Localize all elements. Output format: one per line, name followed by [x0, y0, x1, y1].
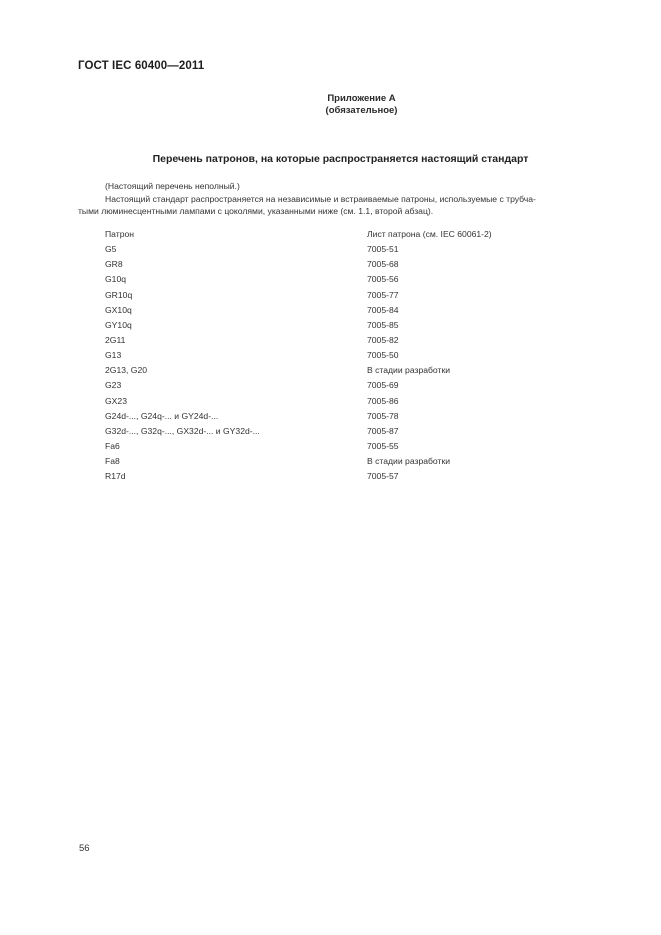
table-row — [105, 363, 585, 378]
table-row — [105, 288, 585, 303]
column-header-sheet: Лист патрона (см. IEC 60061-2) — [367, 229, 492, 239]
lampholder-cell: G10q — [105, 274, 127, 285]
lampholder-cell: 2G11 — [105, 334, 126, 345]
sheet-cell: 7005-82 — [367, 334, 399, 345]
lampholder-cell: 2G13, G20 — [105, 365, 148, 376]
sheet-cell: 7005-56 — [367, 274, 399, 285]
lampholder-cell: GX10q — [105, 304, 132, 315]
lampholder-cell: GX23 — [105, 395, 127, 406]
section-heading: Перечень патронов, на которые распространяется настоящий стандарт — [152, 153, 529, 165]
lampholder-cell: G5 — [105, 244, 117, 255]
sheet-cell: 7005-57 — [367, 471, 399, 482]
table-row — [105, 348, 585, 363]
lampholder-cell: G23 — [105, 380, 122, 391]
intro-paragraph: Настоящий стандарт распространяется на независимые и встраиваемые патроны, используемые с трубча- тыми люминесцентными лампами с цоколями, указанными ниже (см. 1.1, второй абзац). — [78, 193, 536, 216]
lampholder-cell: GR10q — [105, 289, 133, 300]
intro-note: (Настоящий перечень неполный.) — [105, 181, 240, 191]
table-row — [105, 439, 585, 454]
sheet-cell: 7005-55 — [367, 440, 399, 451]
column-header-lampholder: Патрон — [105, 229, 135, 239]
table-row — [105, 272, 585, 287]
sheet-cell: 7005-86 — [367, 395, 399, 406]
lampholder-cell: G32d-..., G32q-..., GX32d-... и GY32d-... — [105, 425, 260, 436]
table-row — [105, 454, 585, 469]
document-header: ГОСТ IEC 60400—2011 — [78, 60, 205, 72]
lampholder-cell: G13 — [105, 350, 122, 361]
table-row — [105, 242, 585, 257]
table-row — [105, 378, 585, 393]
table-row — [105, 394, 585, 409]
table-row — [105, 469, 585, 484]
sheet-cell: 7005-50 — [367, 350, 399, 361]
sheet-cell: 7005-77 — [367, 289, 399, 300]
appendix-title-block — [0, 93, 661, 117]
table-body — [105, 242, 585, 484]
table-row — [105, 318, 585, 333]
sheet-cell: 7005-87 — [367, 425, 399, 436]
page-number: 56 — [79, 843, 90, 854]
table-row — [105, 409, 585, 424]
table-row — [105, 333, 585, 348]
sheet-cell: В стадии разработки — [367, 456, 451, 467]
lampholder-cell: Fa8 — [105, 456, 120, 467]
sheet-cell: 7005-78 — [367, 410, 399, 421]
lampholder-cell: G24d-..., G24q-... и GY24d-... — [105, 410, 219, 421]
sheet-cell: 7005-51 — [367, 244, 399, 255]
lampholder-table — [105, 227, 585, 484]
sheet-cell: В стадии разработки — [367, 365, 451, 376]
lampholder-cell: GR8 — [105, 259, 123, 270]
table-row — [105, 303, 585, 318]
appendix-subtitle: (обязательное) — [325, 105, 398, 116]
appendix-title: Приложение А — [327, 93, 396, 104]
table-row — [105, 424, 585, 439]
intro-text — [78, 180, 618, 218]
lampholder-cell: Fa6 — [105, 440, 120, 451]
sheet-cell: 7005-69 — [367, 380, 399, 391]
sheet-cell: 7005-68 — [367, 259, 399, 270]
table-header-row — [105, 227, 585, 242]
table-row — [105, 257, 585, 272]
sheet-cell: 7005-85 — [367, 319, 399, 330]
lampholder-cell: R17d — [105, 471, 126, 482]
lampholder-cell: GY10q — [105, 319, 132, 330]
sheet-cell: 7005-84 — [367, 304, 399, 315]
